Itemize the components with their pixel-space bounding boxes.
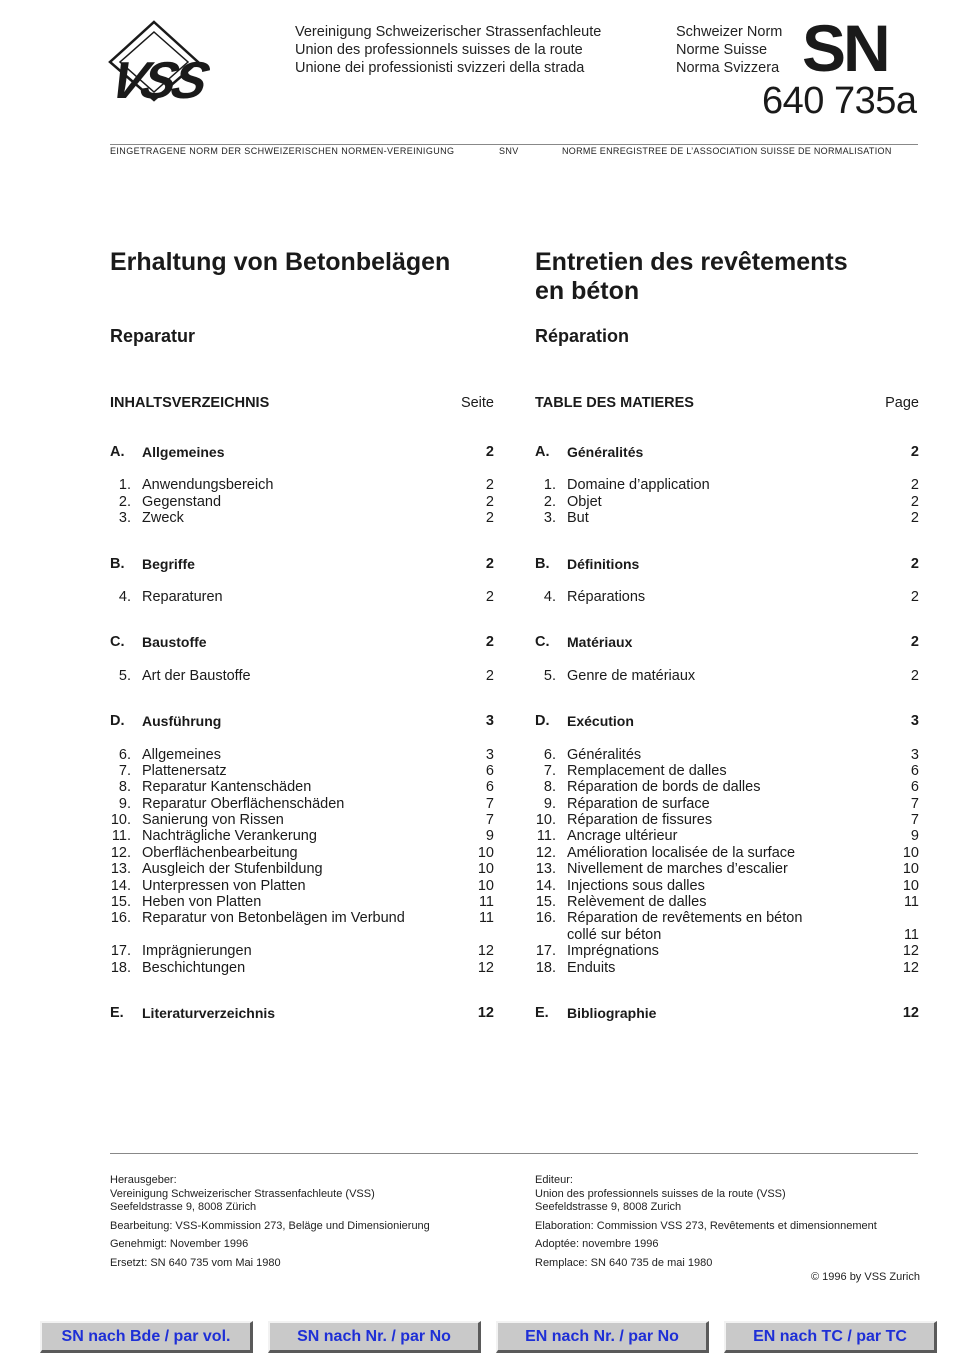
section-page: 3: [910, 713, 919, 730]
section-title: Généralités: [567, 444, 644, 460]
item-page: 2: [485, 588, 494, 605]
item-page: 6: [485, 779, 494, 796]
section-page: 2: [485, 444, 494, 460]
item-page: 10: [902, 844, 919, 861]
toc-item-de: [110, 494, 494, 510]
page-title-fr-line1: Entretien des revêtements: [535, 248, 848, 276]
item-number: 15.: [110, 894, 131, 911]
vss-logo-icon: [108, 20, 290, 102]
section-title: Définitions: [567, 555, 640, 572]
item-title: Reparatur Oberflächenschäden: [142, 795, 345, 812]
item-number: 12.: [535, 844, 556, 861]
item-page: 2: [910, 477, 919, 494]
section-title: Ausführung: [142, 713, 222, 730]
toc-item-de: [110, 861, 494, 877]
toc-item-fr: [535, 845, 919, 861]
item-page: 7: [910, 812, 919, 829]
section-letter: A.: [535, 444, 550, 460]
page-title-de: Erhaltung von Betonbelägen: [110, 248, 451, 276]
item-page: 6: [485, 762, 494, 779]
norm-label-de: Schweizer Norm: [676, 24, 783, 40]
toc-item-fr: [535, 747, 919, 763]
toc-section-fr: [535, 713, 919, 729]
item-title: Imprägnierungen: [142, 943, 252, 960]
address-fr: Seefeldstrasse 9, 8008 Zurich: [535, 1201, 682, 1213]
item-number: 8.: [543, 779, 556, 796]
toc-item-de: [110, 828, 494, 844]
norm-label-fr: Norme Suisse: [676, 42, 768, 58]
section-page: 3: [485, 713, 494, 730]
nav-en-by-tc-button[interactable]: EN nach TC / par TC: [724, 1321, 937, 1353]
section-title: Bibliographie: [567, 1004, 657, 1021]
toc-item-fr: [535, 494, 919, 510]
organisation-names: [295, 23, 601, 77]
section-letter: C.: [535, 634, 550, 651]
item-number: 12.: [110, 844, 131, 861]
title-fr-block: [535, 248, 848, 306]
item-page: 7: [485, 812, 494, 829]
approved-de: Genehmigt: November 1996: [110, 1238, 249, 1250]
toc-item-de: [110, 910, 494, 926]
section-letter: B.: [535, 555, 550, 572]
item-number: 5.: [118, 667, 131, 684]
item-page: 10: [477, 877, 494, 894]
toc-item-de: [110, 796, 494, 812]
item-number: 16.: [535, 910, 556, 927]
page-label-fr: Page: [885, 395, 919, 411]
section-page: 12: [902, 1004, 919, 1021]
item-title: Réparation de surface: [567, 795, 710, 812]
item-number: 10.: [110, 812, 131, 829]
item-page: 2: [485, 477, 494, 494]
item-page: 9: [910, 828, 919, 845]
toc-item-fr: [535, 828, 919, 844]
title-de-block: [110, 248, 450, 277]
toc-item-fr: [535, 477, 919, 493]
item-page: 2: [910, 493, 919, 510]
section-title: Exécution: [567, 713, 634, 730]
toc-item-de: [110, 589, 494, 605]
toc-item-de: [110, 878, 494, 894]
section-letter: C.: [110, 634, 125, 651]
item-title: Ausgleich der Stufenbildung: [142, 861, 323, 878]
item-number: 2.: [543, 493, 556, 510]
section-title: Matériaux: [567, 634, 633, 651]
header-divider: [110, 144, 918, 145]
replaces-de: Ersetzt: SN 640 735 vom Mai 1980: [110, 1256, 281, 1269]
section-page: 2: [485, 634, 494, 651]
section-letter: A.: [110, 444, 125, 460]
toc-fr: [535, 395, 919, 1021]
item-title: Objet: [567, 493, 602, 510]
item-page: 10: [902, 861, 919, 878]
section-page: 2: [910, 634, 919, 651]
org-line-de: Vereinigung Schweizerischer Strassenfachleute: [295, 24, 602, 40]
item-number: 17.: [110, 943, 131, 960]
item-page: 12: [477, 959, 494, 976]
item-page: 11: [478, 910, 494, 927]
org-line-it: Unione dei professionisti svizzeri della strada: [295, 60, 585, 76]
section-title: Allgemeines: [142, 444, 225, 460]
item-title: Reparatur von Betonbelägen im Verbund: [142, 910, 405, 927]
item-title: Heben von Platten: [142, 894, 262, 911]
toc-item-fr: [535, 878, 919, 894]
item-page: 9: [485, 828, 494, 845]
item-title: Ancrage ultérieur: [567, 828, 678, 845]
page-label-de: Seite: [460, 395, 494, 411]
item-title: Injections sous dalles: [567, 877, 705, 894]
item-title: Généralités: [567, 746, 642, 763]
item-number: 17.: [535, 943, 556, 960]
processing-fr: Elaboration: Commission VSS 273, Revêtements et dimensionnement: [535, 1219, 877, 1232]
item-page: 11: [478, 894, 494, 911]
toc-item-fr: [535, 779, 919, 795]
toc-item-fr: [535, 796, 919, 812]
item-title: Anwendungsbereich: [142, 477, 274, 494]
section-letter: D.: [535, 713, 550, 730]
item-title: Beschichtungen: [142, 959, 246, 976]
norm-label-it: Norma Svizzera: [676, 60, 780, 76]
toc-item-fr: [535, 589, 919, 605]
item-number: 15.: [535, 894, 556, 911]
nav-sn-by-volume-button[interactable]: SN nach Bde / par vol.: [40, 1321, 253, 1353]
toc-item-fr: [535, 668, 919, 684]
item-page: 10: [477, 844, 494, 861]
section-page: 2: [485, 555, 494, 572]
toc-section-fr: [535, 1005, 919, 1021]
copyright: © 1996 by VSS Zurich: [811, 1271, 920, 1283]
item-number: 3.: [543, 510, 556, 527]
item-title: Oberflächenbearbeitung: [142, 844, 298, 861]
subtitle-fr: Réparation: [535, 326, 630, 346]
section-title: Literaturverzeichnis: [142, 1004, 276, 1021]
registration-line-de: EINGETRAGENE NORM DER SCHWEIZERISCHEN NORMEN-VEREINIGUNG: [110, 146, 455, 156]
item-title: Genre de matériaux: [567, 667, 696, 684]
toc-section-de: [110, 1005, 494, 1021]
item-title: Nachträgliche Verankerung: [142, 828, 317, 845]
item-page: 2: [910, 588, 919, 605]
item-title: Réparation de fissures: [567, 812, 713, 829]
item-page: 11: [903, 926, 919, 943]
item-number: 18.: [535, 959, 556, 976]
item-title: Imprégnations: [567, 943, 659, 960]
section-title: Begriffe: [142, 555, 195, 572]
item-title: Nivellement de marches d’escalier: [567, 861, 788, 878]
section-page: 12: [477, 1004, 494, 1021]
section-letter: D.: [110, 713, 125, 730]
item-page: 7: [910, 795, 919, 812]
item-number: 6.: [118, 746, 131, 763]
item-title: Réparation de revêtements en béton: [567, 910, 803, 927]
section-title: Baustoffe: [142, 634, 207, 651]
footer-fr: [535, 1174, 920, 1285]
item-number: 16.: [110, 910, 131, 927]
toc-item-de: [110, 960, 494, 976]
item-page: 6: [910, 779, 919, 796]
toc-item-de: [110, 845, 494, 861]
toc-title-de: INHALTSVERZEICHNIS: [110, 395, 270, 411]
registration-line-fr: NORME ENREGISTREE DE L’ASSOCIATION SUISSE DE NORMALISATION: [562, 146, 892, 156]
item-number: 13.: [535, 861, 556, 878]
nav-en-by-number-button[interactable]: EN nach Nr. / par No: [496, 1321, 709, 1353]
item-title: Amélioration localisée de la surface: [567, 844, 796, 861]
publisher-de: Vereinigung Schweizerischer Strassenfachleute (VSS): [110, 1187, 375, 1200]
item-page: 6: [910, 762, 919, 779]
item-page: 12: [902, 959, 919, 976]
item-title: Domaine d’application: [567, 477, 710, 494]
norm-type-labels: [676, 23, 782, 77]
item-title: Enduits: [567, 959, 616, 976]
toc-item-fr: [535, 894, 919, 910]
toc-title-fr: TABLE DES MATIERES: [535, 395, 694, 411]
item-number: 2.: [118, 493, 131, 510]
item-number: 13.: [110, 861, 131, 878]
item-number: 14.: [110, 877, 131, 894]
replaces-fr: Remplace: SN 640 735 de mai 1980: [535, 1256, 713, 1269]
publisher-fr: Union des professionnels suisses de la route (VSS): [535, 1187, 786, 1200]
item-page: 2: [485, 667, 494, 684]
toc-item-de: [110, 779, 494, 795]
item-page: 11: [903, 894, 919, 911]
toc-section-de: [110, 713, 494, 729]
toc-de: [110, 395, 494, 1021]
publisher-label-de: Herausgeber:: [110, 1174, 177, 1186]
toc-item-de: [110, 510, 494, 526]
item-number: 5.: [543, 667, 556, 684]
toc-item-fr: [535, 943, 919, 959]
toc-section-fr: [535, 634, 919, 650]
publisher-label-fr: Editeur:: [535, 1174, 573, 1186]
sn-logo: SN: [802, 11, 888, 85]
toc-section-fr: [535, 444, 919, 460]
item-title: Reparatur Kantenschäden: [142, 779, 312, 796]
toc-section-de: [110, 556, 494, 572]
item-number: 8.: [118, 779, 131, 796]
item-page: 2: [910, 667, 919, 684]
item-title: Zweck: [142, 510, 184, 527]
toc-item-fr: [535, 510, 919, 526]
toc-item-de: [110, 943, 494, 959]
section-letter: B.: [110, 555, 125, 572]
item-page: 2: [485, 493, 494, 510]
footer-divider: [110, 1153, 918, 1154]
toc-item-de: [110, 812, 494, 828]
item-page: 2: [485, 510, 494, 527]
item-page: [889, 910, 919, 926]
toc-item-fr: [535, 927, 919, 943]
toc-item-de: [110, 894, 494, 910]
section-letter: E.: [110, 1004, 124, 1021]
item-number: 7.: [118, 762, 131, 779]
item-page: 12: [477, 943, 494, 960]
item-page: 2: [910, 510, 919, 527]
toc-section-de: [110, 634, 494, 650]
toc-section-fr: [535, 556, 919, 572]
page-title-fr-line2: en béton: [535, 277, 640, 305]
item-page: 7: [485, 795, 494, 812]
toc-header-fr: [535, 395, 919, 415]
item-number: 1.: [118, 477, 131, 494]
item-number: 9.: [118, 795, 131, 812]
toc-section-de: [110, 444, 494, 460]
toc-item-de: [110, 668, 494, 684]
toc-item-de: [110, 747, 494, 763]
item-number: 14.: [535, 877, 556, 894]
registration-line-snv: SNV: [499, 146, 519, 156]
item-page: 3: [485, 746, 494, 763]
toc-item-fr: [535, 960, 919, 976]
toc-item-de: [110, 477, 494, 493]
item-number: 18.: [110, 959, 131, 976]
item-title: Allgemeines: [142, 746, 221, 763]
toc-item-fr: [535, 812, 919, 828]
toc-item-de: [110, 763, 494, 779]
item-title: Gegenstand: [142, 493, 222, 510]
footer-de: [110, 1174, 520, 1270]
item-page: 3: [910, 746, 919, 763]
item-title: Plattenersatz: [142, 762, 227, 779]
item-title: Reparaturen: [142, 588, 223, 605]
item-number: 1.: [543, 477, 556, 494]
svg-text:VSS: VSS: [108, 51, 212, 102]
item-title: Art der Baustoffe: [142, 667, 251, 684]
item-number: 7.: [543, 762, 556, 779]
item-title: Remplacement de dalles: [567, 762, 727, 779]
item-number: 11.: [111, 828, 131, 845]
item-title: But: [567, 510, 589, 527]
section-page: 2: [910, 444, 919, 460]
item-number: 4.: [118, 588, 131, 605]
item-number: 9.: [543, 795, 556, 812]
vss-logo: [108, 20, 290, 102]
item-title: Sanierung von Rissen: [142, 812, 284, 829]
item-title: Relèvement de dalles: [567, 894, 707, 911]
item-page: 10: [902, 877, 919, 894]
item-title: Réparations: [567, 588, 646, 605]
toc-item-fr: [535, 861, 919, 877]
item-page: 12: [902, 943, 919, 960]
address-de: Seefeldstrasse 9, 8008 Zürich: [110, 1201, 257, 1213]
nav-sn-by-number-button[interactable]: SN nach Nr. / par No: [268, 1321, 481, 1353]
item-number: 11.: [536, 828, 556, 845]
item-number: 10.: [535, 812, 556, 829]
org-line-fr: Union des professionnels suisses de la route: [295, 42, 583, 58]
section-letter: E.: [535, 1004, 549, 1021]
item-title: collé sur béton: [567, 926, 662, 943]
toc-item-fr: [535, 910, 919, 926]
norm-number: 640 735a: [762, 80, 917, 122]
toc-item-fr: [535, 763, 919, 779]
item-number: 6.: [543, 746, 556, 763]
section-page: 2: [910, 555, 919, 572]
processing-de: Bearbeitung: VSS-Kommission 273, Beläge und Dimensionierung: [110, 1219, 430, 1232]
item-title: Réparation de bords de dalles: [567, 779, 761, 796]
subtitle-de: Reparatur: [110, 326, 196, 346]
toc-header-de: [110, 395, 494, 415]
item-number: 3.: [118, 510, 131, 527]
item-number: [535, 927, 567, 943]
item-page: 10: [477, 861, 494, 878]
item-title: Unterpressen von Platten: [142, 877, 306, 894]
item-number: 4.: [543, 588, 556, 605]
approved-fr: Adoptée: novembre 1996: [535, 1238, 659, 1250]
